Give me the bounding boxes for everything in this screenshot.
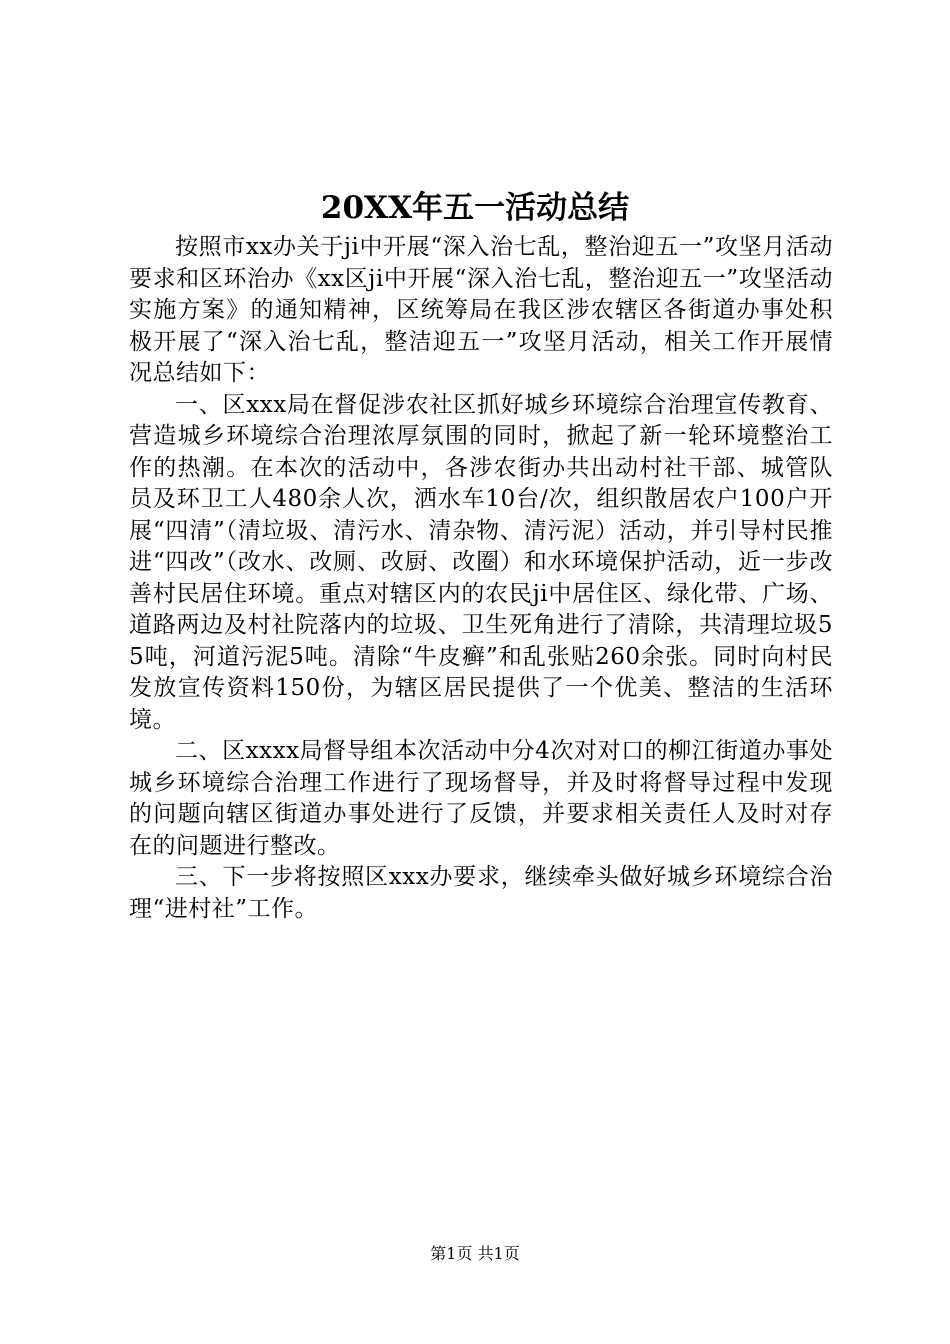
paragraph-intro: 按照市xx办关于ji中开展“深入治七乱，整治迎五一”攻坚月活动要求和区环治办《xx区ji中开展“深入治七乱，整治迎五一”攻坚活动实施方案》的通知精神，区统筹局在我区涉农辖区各街道办事处积极开展了“深入治七乱，整洁迎五一”攻坚月活动，相关工作开展情况总结如下： bbox=[129, 234, 833, 386]
document-title: 20XX年五一活动总结 bbox=[320, 190, 630, 226]
document-body bbox=[129, 232, 833, 925]
paragraph-section-1: 一、区xxx局在督促涉农社区抓好城乡环境综合治理宣传教育、营造城乡环境综合治理浓厚氛围的同时，掀起了新一轮环境整治工作的热潮。在本次的活动中，各涉农街办共出动村社干部、城管队员及环卫工人480余人次，洒水车10台/次，组织散居农户100户开展“四清”（清垃圾、清污水、清杂物、清污泥）活动，并引导村民推进“四改”（改水、改厕、改厨、改圈）和水环境保护活动，近一步改善村民居住环境。重点对辖区内的农民ji中居住区、绿化带、广场、道路两边及村社院落内的垃圾、卫生死角进行了清除，共清理垃圾55吨，河道污泥5吨。清除“牛皮癣”和乱张贴260余张。同时向村民发放宣传资料150份，为辖区居民提供了一个优美、整洁的生活环境。 bbox=[129, 391, 833, 733]
page-footer: 第1页 共1页 bbox=[430, 1244, 520, 1263]
paragraph-section-3: 三、下一步将按照区xxx办要求，继续牵头做好城乡环境综合治理“进村社”工作。 bbox=[129, 864, 833, 922]
paragraph-section-2: 二、区xxxx局督导组本次活动中分4次对对口的柳江街道办事处城乡环境综合治理工作进行了现场督导，并及时将督导过程中发现的问题向辖区街道办事处进行了反馈，并要求相关责任人及时对存在的问题进行整改。 bbox=[129, 738, 833, 859]
